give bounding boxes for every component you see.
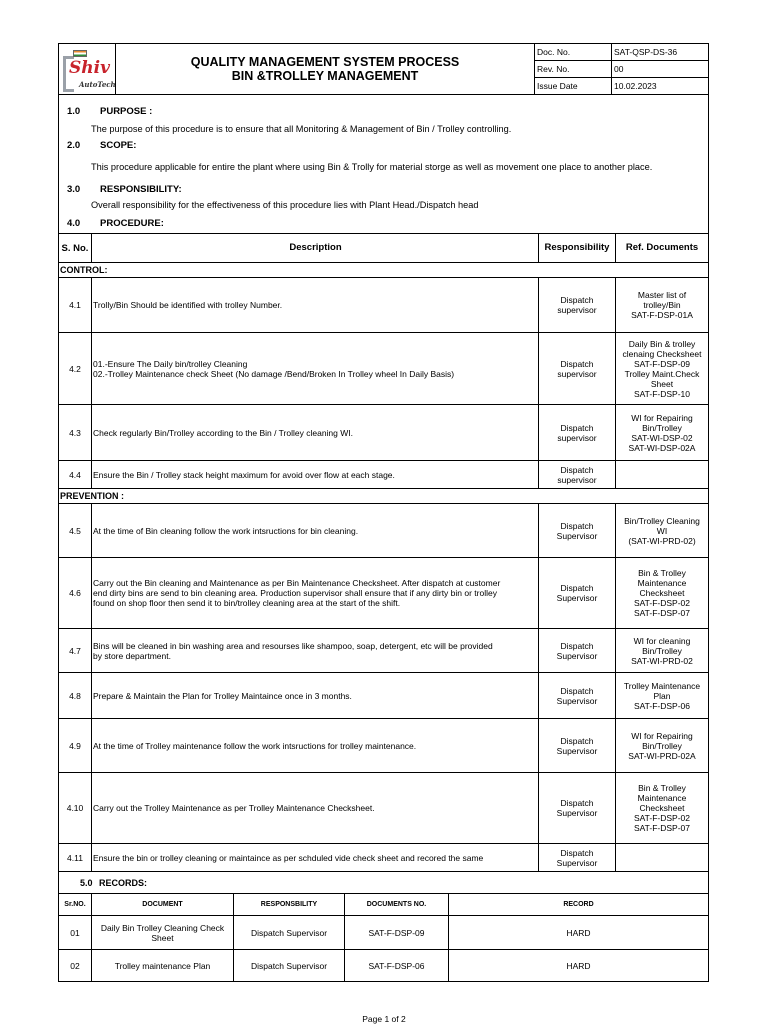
- cell-line: Dispatch: [560, 422, 594, 433]
- company-logo: [59, 44, 115, 94]
- row-ref-documents: [616, 844, 709, 872]
- cell-line: SAT-F-DSP-01A: [631, 310, 693, 320]
- row-ref-documents: [616, 673, 709, 719]
- row-responsibility: [539, 773, 616, 844]
- cell-line: found on shop floor then send it to bin/trolley cleaning area at the start of the shift.: [93, 598, 401, 608]
- records-col-sno: Sr.NO.: [59, 894, 92, 916]
- cell-line: Dispatch: [560, 798, 594, 808]
- row-responsibility: [539, 461, 616, 489]
- row-description: [92, 504, 539, 558]
- column-header-sno: S. No.: [59, 234, 92, 263]
- row-ref-documents: [616, 333, 709, 405]
- row-description: [92, 405, 539, 461]
- cell-line: Trolly/Bin Should be identified with trolley Number.: [93, 300, 283, 310]
- cell-line: Ensure the bin or trolley cleaning or maintaince as per schduled vide check sheet and recored the same: [93, 852, 484, 863]
- section-label: RESPONSIBILITY:: [100, 184, 182, 195]
- control-group-label: CONTROL:: [59, 263, 709, 278]
- cell-line: SAT-F-DSP-07: [633, 823, 691, 833]
- cell-line: (SAT-WI-PRD-02): [628, 535, 696, 546]
- cell-line: Bin & Trolley: [638, 568, 686, 578]
- cell-line: Trolley maintenance Plan: [114, 960, 211, 971]
- section-number: 4.0: [67, 218, 81, 229]
- cell-line: SAT-WI-DSP-02: [631, 432, 693, 443]
- cell-line: trolley/Bin: [643, 300, 681, 310]
- cell-line: Dispatch: [560, 847, 594, 858]
- row-sno: 4.10: [59, 773, 92, 844]
- section-number: 3.0: [67, 184, 81, 195]
- title-line-2: BIN &TROLLEY MANAGEMENT: [231, 69, 419, 83]
- section-number: 2.0: [67, 140, 81, 151]
- cell-line: WI for cleaning: [633, 635, 691, 646]
- document-header: [58, 43, 709, 95]
- row-ref-documents: [616, 461, 709, 489]
- prevention-group-label: PREVENTION :: [59, 489, 709, 504]
- control-rows: [59, 278, 709, 489]
- row-sno: 4.7: [59, 629, 92, 673]
- row-sno: 4.1: [59, 278, 92, 333]
- section-label: PURPOSE :: [100, 106, 153, 117]
- cell-line: SAT-F-DSP-10: [633, 388, 691, 399]
- row-sno: 4.6: [59, 558, 92, 629]
- procedure-row: [59, 405, 709, 461]
- row-ref-documents: [616, 278, 709, 333]
- record-type: HARD: [449, 950, 709, 982]
- procedure-row: [59, 558, 709, 629]
- cell-line: SAT-F-DSP-02: [633, 598, 691, 608]
- cell-line: clenaing Checksheet: [622, 348, 702, 359]
- column-header-description: Description: [92, 234, 539, 263]
- row-responsibility: [539, 333, 616, 405]
- record-type: HARD: [449, 916, 709, 950]
- row-description: [92, 461, 539, 489]
- doc-no-label: Doc. No.: [535, 44, 612, 61]
- cell-line: 01.-Ensure The Daily bin/trolley Cleaning: [93, 358, 248, 369]
- row-description: [92, 558, 539, 629]
- cell-line: Supervisor: [556, 857, 598, 868]
- cell-line: Carry out the Trolley Maintenance as per Trolley Maintenance Checksheet.: [93, 803, 375, 813]
- cell-line: Check regularly Bin/Trolley according to the Bin / Trolley cleaning WI.: [93, 427, 353, 438]
- logo-subtitle: AutoTech: [79, 80, 116, 89]
- prevention-rows: [59, 504, 709, 872]
- cell-line: SAT-WI-PRD-02A: [628, 750, 696, 761]
- row-sno: 4.11: [59, 844, 92, 872]
- cell-line: Maintenance: [637, 578, 687, 588]
- prevention-group-row: [59, 489, 709, 504]
- record-document: [92, 950, 234, 982]
- cell-line: Dispatch: [560, 735, 594, 746]
- cell-line: Dispatch: [560, 295, 594, 305]
- row-sno: 4.5: [59, 504, 92, 558]
- row-responsibility: [539, 504, 616, 558]
- cell-line: Bins will be cleaned in bin washing area and resourses like shampoo, soap, detergent, etc will be provided: [93, 640, 493, 651]
- cell-line: Ensure the Bin / Trolley stack height maximum for avoid over flow at each stage.: [93, 469, 395, 480]
- records-col-document-no: DOCUMENTS NO.: [345, 894, 449, 916]
- cell-line: Bin/Trolley Cleaning: [624, 515, 700, 526]
- cell-line: Dispatch: [560, 520, 594, 531]
- records-row: [59, 916, 709, 950]
- records-table: [58, 893, 709, 982]
- cell-line: supervisor: [557, 368, 597, 379]
- cell-line: Bin/Trolley: [642, 740, 682, 751]
- purpose-text: The purpose of this procedure is to ensure that all Monitoring & Management of Bin / Trolley controlling.: [91, 124, 512, 134]
- row-sno: 4.2: [59, 333, 92, 405]
- row-responsibility: [539, 558, 616, 629]
- cell-line: Trolley Maintenance: [623, 680, 701, 691]
- records-section-label: RECORDS:: [99, 877, 148, 888]
- cell-line: Dispatch: [560, 640, 594, 651]
- procedure-row: [59, 278, 709, 333]
- cell-line: Supervisor: [556, 650, 598, 661]
- cell-line: Dispatch: [560, 358, 594, 369]
- title-line-1: QUALITY MANAGEMENT SYSTEM PROCESS: [190, 55, 460, 69]
- row-description: [92, 844, 539, 872]
- row-ref-documents: [616, 405, 709, 461]
- records-col-record: RECORD: [449, 894, 709, 916]
- row-description: [92, 278, 539, 333]
- row-description: [92, 719, 539, 773]
- row-description: [92, 773, 539, 844]
- cell-line: Supervisor: [556, 808, 598, 818]
- cell-line: WI for Repairing: [631, 412, 693, 423]
- row-responsibility: [539, 844, 616, 872]
- procedure-row: [59, 629, 709, 673]
- cell-line: supervisor: [557, 305, 597, 315]
- cell-line: Dispatch: [560, 464, 594, 475]
- cell-line: Dispatch: [560, 685, 594, 696]
- cell-line: by store department.: [93, 650, 171, 661]
- cell-line: Carry out the Bin cleaning and Maintenance as per Bin Maintenance Checksheet. After dispatch at customer: [93, 578, 501, 588]
- procedure-row: [59, 333, 709, 405]
- row-description: [92, 673, 539, 719]
- cell-line: Sheet: [650, 378, 674, 389]
- flag-icon: [73, 50, 87, 57]
- cell-line: Trolley Maint.Check: [624, 368, 700, 379]
- cell-line: At the time of Trolley maintenance follow the work intsructions for trolley maintenance.: [93, 740, 417, 751]
- cell-line: Master list of: [637, 290, 687, 300]
- document-title: [116, 44, 535, 95]
- section-label: PROCEDURE:: [100, 218, 164, 229]
- cell-line: Daily Bin Trolley Cleaning Check: [100, 922, 225, 933]
- procedure-row: [59, 461, 709, 489]
- cell-line: SAT-F-DSP-09: [633, 358, 691, 369]
- page-number: Page 1 of 2: [362, 1014, 406, 1024]
- cell-line: SAT-WI-PRD-02: [631, 655, 693, 666]
- cell-line: Supervisor: [556, 530, 598, 541]
- records-rows: [59, 916, 709, 982]
- procedure-row: [59, 504, 709, 558]
- row-responsibility: [539, 719, 616, 773]
- issue-date-label: Issue Date: [535, 78, 612, 95]
- cell-line: WI for Repairing: [631, 730, 693, 741]
- cell-line: SAT-F-DSP-07: [633, 608, 691, 618]
- cell-line: Checksheet: [639, 588, 685, 598]
- cell-line: supervisor: [557, 474, 597, 485]
- cell-line: Plan: [653, 690, 671, 701]
- records-col-responsibility: RESPONSBILITY: [234, 894, 345, 916]
- responsibility-text: Overall responsibility for the effectiveness of this procedure lies with Plant Head./Dispatch head: [91, 200, 479, 210]
- cell-line: SAT-WI-DSP-02A: [628, 442, 696, 453]
- column-header-ref-documents: Ref. Documents: [616, 234, 709, 263]
- control-group-row: [59, 263, 709, 278]
- cell-line: Supervisor: [556, 695, 598, 706]
- logo-cell: [59, 44, 116, 95]
- rev-no-label: Rev. No.: [535, 61, 612, 78]
- procedure-row: [59, 673, 709, 719]
- procedure-row: [59, 844, 709, 872]
- row-sno: 4.8: [59, 673, 92, 719]
- column-header-responsibility: Responsibility: [539, 234, 616, 263]
- issue-date-value: 10.02.2023: [612, 78, 709, 95]
- row-responsibility: [539, 405, 616, 461]
- row-responsibility: [539, 673, 616, 719]
- rev-no-value: 00: [612, 61, 709, 78]
- record-document-no: SAT-F-DSP-06: [345, 950, 449, 982]
- records-section-number: 5.0: [80, 877, 93, 888]
- row-ref-documents: [616, 719, 709, 773]
- cell-line: WI: [656, 525, 668, 536]
- row-responsibility: [539, 278, 616, 333]
- cell-line: supervisor: [557, 432, 597, 443]
- row-responsibility: [539, 629, 616, 673]
- row-sno: 4.3: [59, 405, 92, 461]
- record-responsibility: Dispatch Supervisor: [234, 950, 345, 982]
- record-responsibility: Dispatch Supervisor: [234, 916, 345, 950]
- records-heading-row: [59, 872, 709, 894]
- cell-line: Maintenance: [637, 793, 687, 803]
- records-table-header: [59, 894, 709, 916]
- cell-line: Supervisor: [556, 593, 598, 603]
- row-ref-documents: [616, 773, 709, 844]
- row-description: [92, 333, 539, 405]
- scope-text: This procedure applicable for entire the plant where using Bin & Trolly for material storge as well as movement one place to another place.: [91, 162, 653, 172]
- procedure-row: [59, 773, 709, 844]
- row-ref-documents: [616, 629, 709, 673]
- cell-line: end dirty bins are send to bin cleaning area. Production supervisor shall ensure that if any dirty bin or trolley: [93, 588, 497, 598]
- doc-no-value: SAT-QSP-DS-36: [612, 44, 709, 61]
- cell-line: SAT-F-DSP-02: [633, 813, 691, 823]
- cell-line: Supervisor: [556, 745, 598, 756]
- cell-line: Bin & Trolley: [638, 783, 686, 793]
- section-number: 1.0: [67, 106, 81, 117]
- cell-line: Bin/Trolley: [642, 645, 682, 656]
- row-ref-documents: [616, 558, 709, 629]
- record-document: [92, 916, 234, 950]
- procedure-table-header: [59, 234, 709, 263]
- row-description: [92, 629, 539, 673]
- records-col-document: DOCUMENT: [92, 894, 234, 916]
- records-row: [59, 950, 709, 982]
- procedure-table: [58, 233, 709, 894]
- cell-line: 02.-Trolley Maintenance check Sheet (No damage /Bend/Broken In Trolley wheel In Daily Basis): [93, 368, 455, 379]
- cell-line: Sheet: [151, 932, 174, 943]
- row-sno: 4.4: [59, 461, 92, 489]
- procedure-row: [59, 719, 709, 773]
- cell-line: Prepare & Maintain the Plan for Trolley Maintaince once in 3 months.: [93, 690, 352, 701]
- row-ref-documents: [616, 504, 709, 558]
- record-sno: 01: [59, 916, 92, 950]
- cell-line: Bin/Trolley: [642, 422, 682, 433]
- cell-line: Daily Bin & trolley: [628, 338, 696, 349]
- record-document-no: SAT-F-DSP-09: [345, 916, 449, 950]
- cell-line: SAT-F-DSP-06: [633, 700, 691, 711]
- logo-name: Shiv: [69, 58, 110, 78]
- records-heading-cell: [59, 872, 709, 894]
- row-sno: 4.9: [59, 719, 92, 773]
- section-label: SCOPE:: [100, 140, 137, 151]
- cell-line: Dispatch: [560, 583, 594, 593]
- cell-line: Checksheet: [639, 803, 685, 813]
- cell-line: At the time of Bin cleaning follow the work intsructions for bin cleaning.: [93, 525, 359, 536]
- record-sno: 02: [59, 950, 92, 982]
